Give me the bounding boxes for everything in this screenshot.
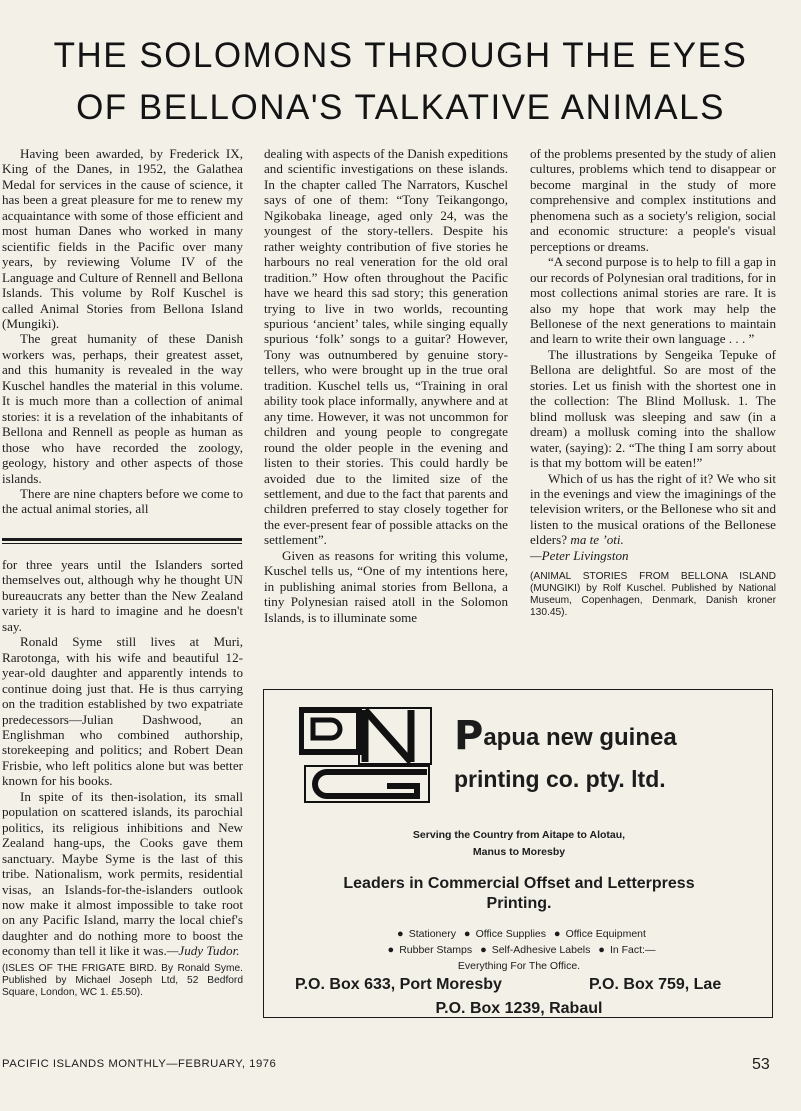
company-name-line-2: printing co. pty. ltd. [454,766,666,792]
service-item: Stationery [408,928,456,940]
magazine-footer: PACIFIC ISLANDS MONTHLY—FEBRUARY, 1976 [2,1058,277,1070]
company-name [454,713,754,794]
previous-review-column [2,557,243,999]
service-area [264,827,774,861]
bullet-icon: ● [598,944,605,956]
ad-headline-line-2: Printing. [486,895,552,912]
service-area-line-2: Manus to Moresby [472,846,566,858]
title-line-2: OF BELLONA'S TALKATIVE ANIMALS [76,88,725,127]
article-title [0,30,801,134]
review-column-3 [530,146,776,619]
services-list [264,926,774,974]
section-divider [2,538,242,541]
printing-company-advertisement [263,689,773,1018]
paragraph: The great humanity of these Danish workers was, perhaps, their greatest asset, and this humanity is revealed in the way Kuschel handles the material in this volume. It is much more than a collection of animal stories: it is a revelation of the inhabitants of Bellona and Rennell as people as human as those who have recorded the zoology, geology, history and other aspects of those islands. [2,331,243,486]
review-column-1 [2,146,243,517]
bullet-icon: ● [387,944,395,956]
address-lae: P.O. Box 759, Lae [589,976,722,993]
section-divider-thin [2,543,242,544]
paragraph: for three years until the Islanders sorted themselves out, although why he thought UN bureaucrats any better than the New Zealand variety it is hard to imagine and he doesn't say. [2,557,243,634]
ad-headline-line-1: Leaders in Commercial Offset and Letterpress [343,875,695,892]
reviewer-signature: —Judy Tudor. [166,943,240,959]
book-caption: (ISLES OF THE FRIGATE BIRD. By Ronald Syme. Published by Michael Joseph Ltd, 52 Bedford Square, London, WC 1. £5.50). [2,962,243,998]
service-item: Office Supplies [475,928,546,940]
reviewer-signature: —Peter Livingston [530,547,629,563]
paragraph: The illustrations by Sengeika Tepuke of Bellona are delightful. So are most of the stories. Let us finish with the shortest one in the collection: The Blind Mollusk. 1. The blind mollusk was sleeping and saw (in a dream) a mollusk coming into the shallow water, (saying): 2. “The thing I am sorry about is that my bottom will be eaten!” [530,346,776,471]
bullet-icon: ● [397,928,404,940]
service-item: Rubber Stamps [399,944,473,956]
paragraph-text: Which of us has the right of it? We who sit in the evenings and view the imaginings of the television writers, or the Bellonese who sit and listen to the musical orations of the Bellonese elders? [530,470,776,548]
bullet-icon: ● [463,928,471,940]
paragraph: “A second purpose is to help to fill a gap in our records of Polynesian oral traditions, for in most collections animal stories are rare. It is also my hope that work may help the Bellonese of the next generations to maintain and learn to write their own language . . . ” [530,254,776,347]
paragraph: of the problems presented by the study of alien cultures, problems which tend to disappear or become marginal in the study of more comprehensive and complex institutions and phenomena such as a society's religion, social and economic structure: a people's visual perceptions or dreams. [530,146,776,254]
paragraph: Having been awarded, by Frederick IX, King of the Danes, in 1952, the Galathea Medal for services in the cause of science, it has been a great pleasure for me to renew my acquaintance with some of those efficient and most human Danes who worked in many scientific fields in the Pacific over many years, by reviewing Volume IV of the Language and Culture of Rennell and Bellona Islands. This volume by Rolf Kuschel is called Animal Stories from Bellona Island (Mungiki). [2,146,243,331]
service-item: Office Equipment [565,928,646,940]
paragraph [530,471,776,548]
paragraph: Ronald Syme still lives at Muri, Rarotonga, with his wife and beautiful 12-year-old daughter and apparently intends to continue doing just that. He is thus carrying on the tradition established by two expatriate predecessors—Julian Dashwood, an Englishman who combined authorship, storekeeping and politics; and Robert Dean Frisbie, who left politics alone but was better known for his books. [2,634,243,789]
paragraph [2,789,243,959]
bullet-icon: ● [553,928,561,940]
paragraph: There are nine chapters before we come to the actual animal stories, all [2,485,243,517]
ad-headline [264,874,774,914]
company-initial: P [454,713,484,759]
page-number: 53 [752,1056,770,1073]
bullet-icon: ● [480,944,487,956]
paragraph: dealing with aspects of the Danish expeditions and scientific investigations on these islands. In the chapter called The Narrators, Kuschel says of one of them: “Tony Teikangongo, Ngikobaka lineage, aged only 24, was the youngest of the story-tellers. Despite his rather weighty contribution of five stories he harbours no real veneration for the old oral tradition.” How often throughout the Pacific have we heard this sad story; this generation trying to live in two worlds, recounting spurious ‘ancient’ tales, while singing equally spurious ‘folk’ songs to a guitar? However, Tony was outnumbered by genuine story-tellers, who were brought up in the true oral tradition. Kuschel tells us, “Training in oral ability took place informally, anywhere and at any time. However, it was not uncommon for children and young people to congregate round the older people in the evening and listen to their stories. This could hardly be avoided due to the limited size of the settlement, and due to the fact that parents and children preferred to stay closely together for the ever-present fear of possible attacks on the settlement”. [264,146,508,548]
review-column-2 [264,146,508,625]
italic-phrase: ma te ’oti. [570,532,624,548]
address-rabaul: P.O. Box 1239, Rabaul [435,1000,603,1017]
png-logo-icon [299,706,433,806]
service-area-line-1: Serving the Country from Aitape to Alotau, [412,829,626,841]
company-name-line-1: apua new guinea [483,724,677,751]
paragraph-text: In spite of its then-isolation, its small population on scattered islands, its parochial politics, its religious inhibitions and New Zealand hang-ups, the Cooks gave them sanctuary. Maybe Syme is the last of this tribe. Nationalism, work permits, residential visas, an Islands-for-the-islanders outlook now make it almost impossible to take root on any Pacific Island, marry the local chief's daughter and do nothing more to boost the economy than tell it like it was. [2,788,243,959]
book-caption: (ANIMAL STORIES FROM BELLONA ISLAND (MUNGIKI) by Rolf Kuschel. Published by National Museum, Copenhagen, Denmark, Danish kroner 130.45). [530,571,776,619]
paragraph: Given as reasons for writing this volume, Kuschel tells us, “One of my intentions here, in publishing animal stories from Bellona, a tiny Polynesian raised atoll in the Solomon Islands, is to illuminate some [264,547,508,625]
service-tail: Everything For The Office. [457,960,581,972]
title-line-1: THE SOLOMONS THROUGH THE EYES [53,36,748,75]
service-item: Self-Adhesive Labels [491,944,591,956]
address-port-moresby: P.O. Box 633, Port Moresby [295,976,502,993]
address-row-2 [264,999,774,1019]
service-item: In Fact:— [609,944,656,956]
